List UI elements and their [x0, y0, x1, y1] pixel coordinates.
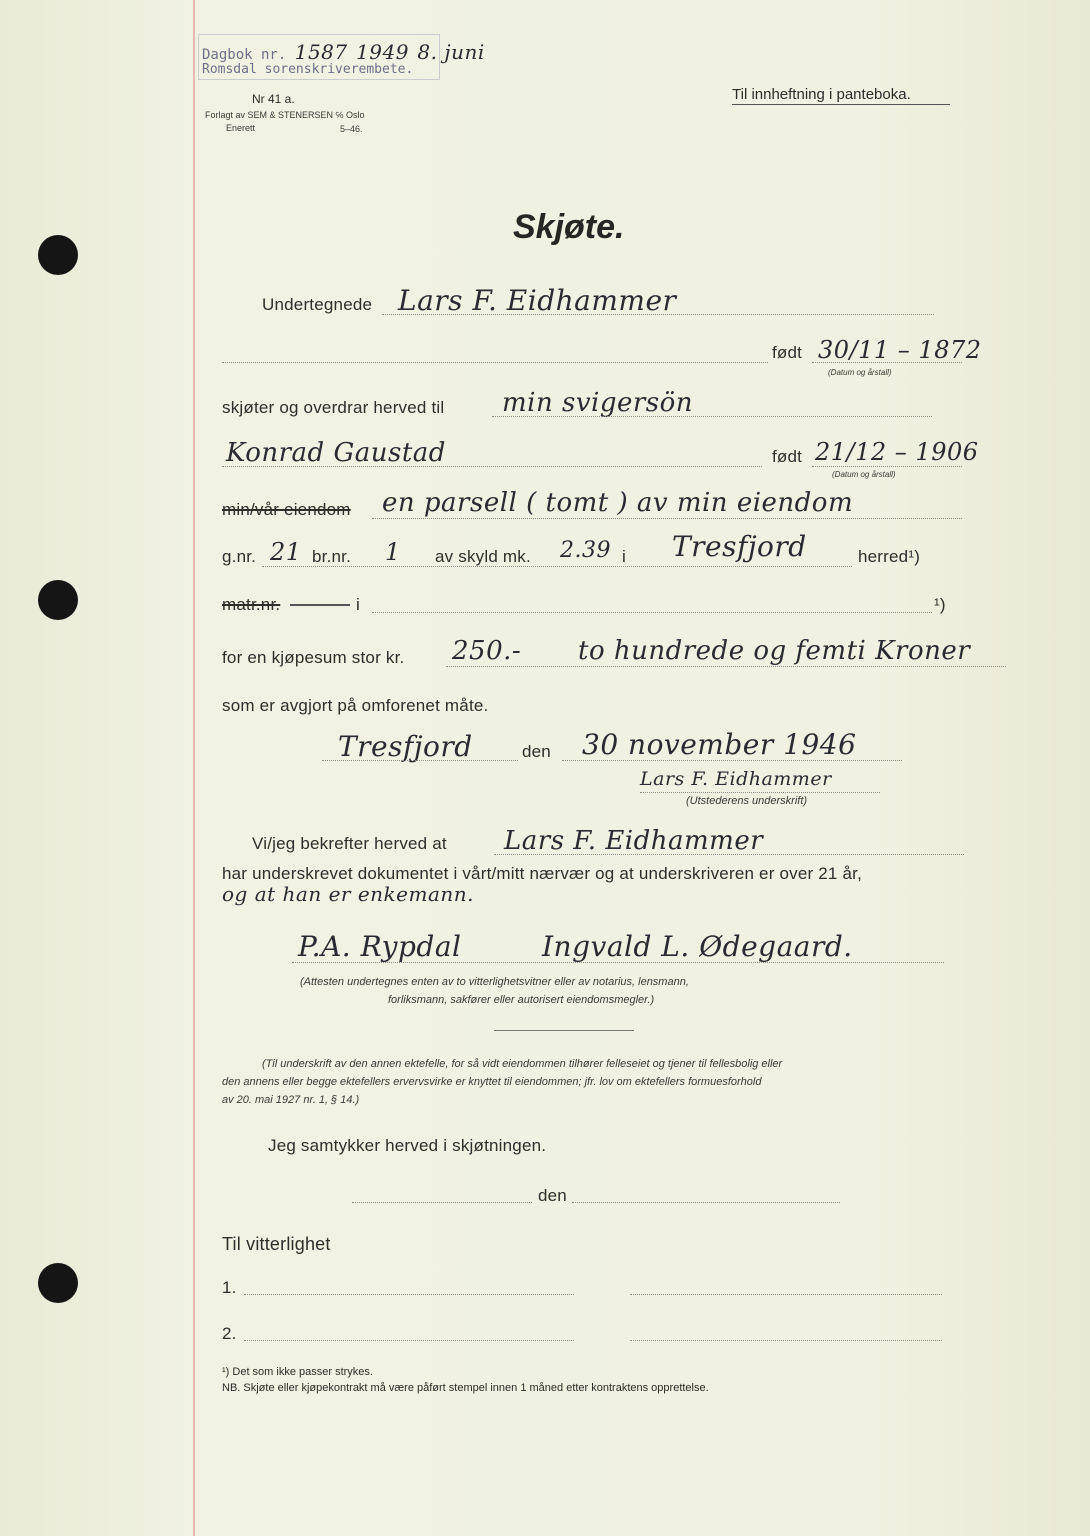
witness-signature-line [292, 962, 944, 963]
seller-label: Undertegnede [262, 295, 373, 314]
punch-hole-middle [38, 580, 78, 620]
section-divider [494, 1030, 634, 1031]
witness-1-number: 1. [222, 1278, 237, 1297]
attestation-lead: Vi/jeg bekrefter herved at [252, 834, 447, 853]
attestation-extra: og at han er enkemann. [222, 882, 474, 906]
issuer-signature-hint: (Utstederens underskrift) [686, 795, 808, 807]
price-words: to hundrede og femti Kroner [578, 636, 971, 666]
transfer-label: skjøter og overdrar herved til [222, 398, 445, 417]
publisher-rights: Enerett [226, 123, 256, 133]
brnr-label: br.nr. [312, 547, 352, 566]
footnote-1: ¹) Det som ikke passer strykes. [222, 1366, 373, 1378]
witness-1-line-right [630, 1294, 942, 1295]
attestation-name: Lars F. Eidhammer [504, 826, 764, 856]
property-struck-label: min/vår eiendom [222, 500, 351, 519]
seller-name: Lars F. Eidhammer [398, 284, 677, 317]
attestation-hint-1: (Attesten undertegnes enten av to vitterlighetsvitner eller av notarius, lensmann, [300, 976, 689, 988]
publisher-code: 5–46. [340, 124, 363, 134]
brnr-value: 1 [385, 538, 401, 566]
spouse-note-3: av 20. mai 1927 nr. 1, § 14.) [222, 1094, 360, 1106]
skyld-label: av skyld mk. [435, 547, 531, 566]
footnote-2: NB. Skjøte eller kjøpekontrakt må være påført stempel innen 1 måned etter kontraktens opprettelse. [222, 1382, 709, 1394]
form-number: Nr 41 a. [252, 92, 295, 106]
matrnr-note: ¹) [934, 595, 946, 614]
seller-line [382, 314, 934, 315]
buyer-name: Konrad Gaustad [226, 438, 446, 468]
punch-hole-top [38, 235, 78, 275]
seller-extra-line [222, 362, 768, 363]
transfer-line [492, 416, 932, 417]
seller-born-label: født [772, 343, 803, 362]
registry-office: Romsdal sorenskriverembete. [202, 62, 414, 77]
buyer-line [222, 466, 762, 467]
seller-date-hint: (Datum og årstall) [828, 368, 892, 377]
dagbok-date: 8. juni [417, 40, 485, 64]
consent-text: Jeg samtykker herved i skjøtningen. [268, 1136, 547, 1155]
binding-note-underline [732, 104, 950, 105]
herred-value: Tresfjord [672, 530, 807, 563]
buyer-born-line [812, 466, 962, 467]
attestation-text: har underskrevet dokumentet i vårt/mitt nærvær og at underskriveren er over 21 år, [222, 864, 863, 883]
dagbok-number: 1587 [294, 40, 348, 64]
witness-1-signature: P.A. Rypdal [298, 930, 462, 963]
spouse-note-2: den annens eller begge ektefellers ervervsvirke er knyttet til eiendommen; jfr. lov om ektefellers formuesforhold [222, 1076, 762, 1088]
attestation-hint-2: forliksmann, sakfører eller autorisert eiendomsmegler.) [388, 994, 655, 1006]
margin-line [193, 0, 195, 1536]
matrnr-line [372, 612, 932, 613]
matrnr-struck-label: matr.nr. [222, 595, 281, 614]
gnr-value: 21 [270, 538, 302, 566]
price-amount: 250.- [452, 636, 522, 666]
witness-2-line-right [630, 1340, 942, 1341]
price-label: for en kjøpesum stor kr. [222, 648, 405, 667]
herred-i-label: i [622, 547, 626, 566]
registry-stamp [202, 40, 485, 64]
seller-born-date: 30/11 – 1872 [818, 336, 982, 364]
dagbok-year: 1949 [356, 40, 409, 64]
signing-place-line [322, 760, 518, 761]
skyld-value: 2.39 [560, 538, 611, 563]
gnr-line [262, 566, 852, 567]
price-line [446, 666, 1006, 667]
matrnr-strike-extension [290, 604, 350, 606]
consent-date-line [572, 1202, 840, 1203]
signing-date: 30 november 1946 [582, 728, 857, 761]
herred-label: herred¹) [858, 547, 921, 566]
transfer-relation: min svigersön [502, 388, 694, 418]
attestation-name-line [494, 854, 964, 855]
issuer-signature: Lars F. Eidhammer [640, 768, 832, 790]
document-title: Skjøte. [513, 208, 625, 246]
seller-born-line [812, 362, 962, 363]
signing-place: Tresfjord [338, 730, 473, 763]
witness-2-line-left [244, 1340, 574, 1341]
witness-1-line-left [244, 1294, 574, 1295]
witness-2-signature: Ingvald L. Ødegaard. [542, 930, 853, 963]
consent-place-line [352, 1202, 532, 1203]
spouse-note-1: (Til underskrift av den annen ektefelle, for så vidt eiendommen tilhører felleseiet og tjener til fellesbolig eller [262, 1058, 783, 1070]
matrnr-i-label: i [356, 595, 360, 614]
witness-2-number: 2. [222, 1324, 237, 1343]
witness-block-label: Til vitterlighet [222, 1234, 331, 1254]
property-line [372, 518, 962, 519]
price-settled: som er avgjort på omforenet måte. [222, 696, 489, 715]
signing-date-line [562, 760, 902, 761]
issuer-signature-line [640, 792, 880, 793]
buyer-born-label: født [772, 447, 803, 466]
dagbok-label: Dagbok nr. [202, 47, 287, 63]
property-description: en parsell ( tomt ) av min eiendom [382, 488, 854, 518]
gnr-label: g.nr. [222, 547, 257, 566]
binding-note: Til innheftning i panteboka. [732, 86, 911, 103]
consent-den-label: den [538, 1186, 567, 1205]
buyer-date-hint: (Datum og årstall) [832, 470, 896, 479]
signing-den-label: den [522, 742, 551, 761]
punch-hole-bottom [38, 1263, 78, 1303]
publisher-line: Forlagt av SEM & STENERSEN ℅ Oslo [205, 110, 365, 120]
buyer-born-date: 21/12 – 1906 [815, 438, 979, 466]
